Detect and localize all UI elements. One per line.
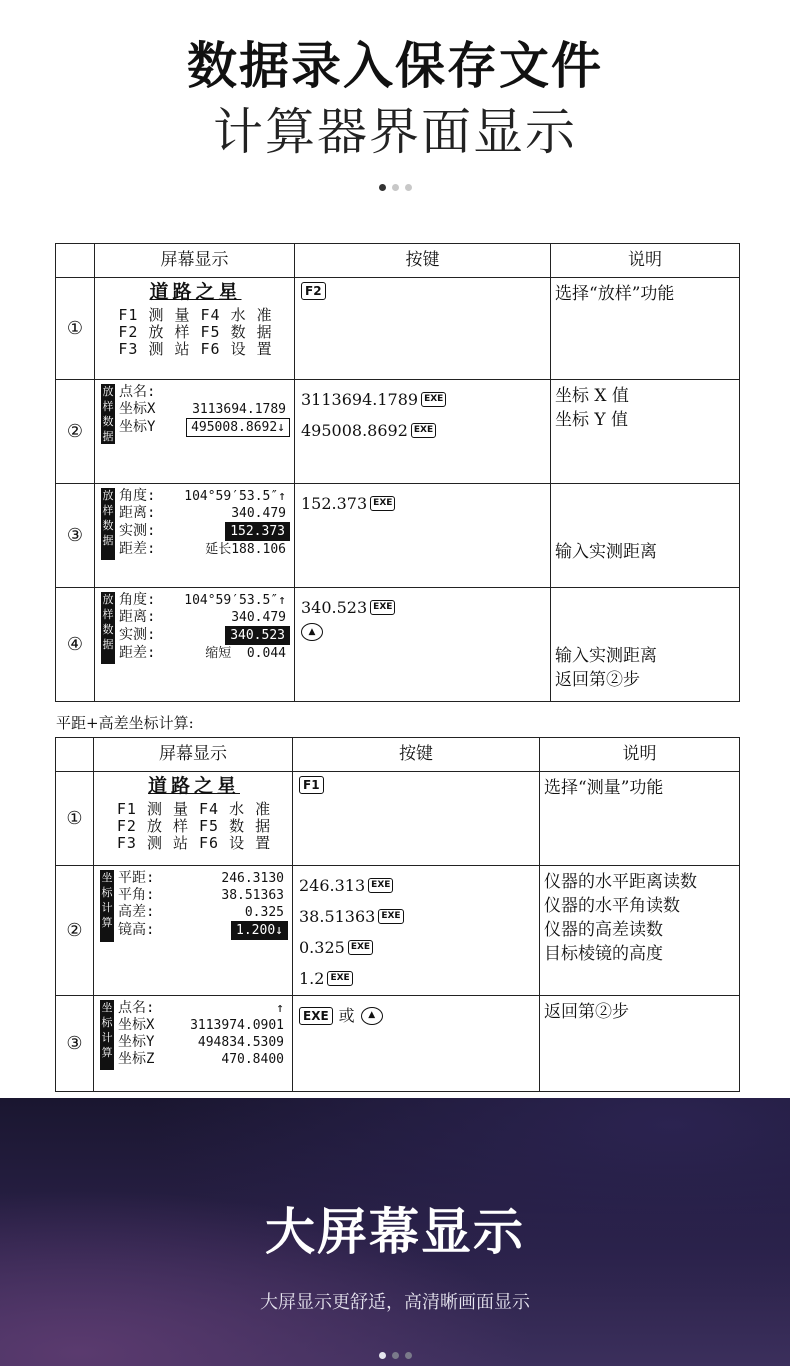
table-row <box>56 588 740 702</box>
key-input: 38.51363 <box>299 907 376 926</box>
key-sequence <box>295 588 551 702</box>
screen-value: 340.523 <box>225 626 290 645</box>
screen-label: 坐标Z <box>118 1051 155 1067</box>
screen-line <box>119 418 290 437</box>
description-line: 坐标 X 值 <box>555 386 629 406</box>
screen-value: 缩短 0.044 <box>205 646 286 661</box>
screen-body <box>101 488 290 560</box>
exe-key[interactable]: EXE <box>370 496 395 511</box>
description-line: 坐标 Y 值 <box>555 410 629 430</box>
carousel-dot[interactable] <box>379 1352 386 1359</box>
menu-line: F2 放 样 F5 数 据 <box>118 323 273 341</box>
screen-value: 38.51363 <box>221 888 284 903</box>
key-line <box>299 870 533 901</box>
menu-line: F3 测 站 F6 设 置 <box>116 834 272 852</box>
screen-lines <box>119 488 290 560</box>
header-row <box>56 244 740 278</box>
screen-label: 点名: <box>119 384 156 400</box>
screen-label: 平距: <box>118 870 155 886</box>
screen-label: 实测: <box>119 627 156 643</box>
screen-label: 距离: <box>119 609 156 625</box>
description <box>551 484 740 588</box>
screen-display <box>95 380 295 484</box>
description-line: 返回第②步 <box>544 1002 629 1022</box>
table-stakeout <box>55 243 740 702</box>
key-sequence <box>293 996 540 1092</box>
key-line <box>299 776 533 794</box>
page-subtitle: 计算器界面显示 <box>213 103 577 161</box>
description-line: 仪器的水平角读数 <box>544 896 680 916</box>
description-spacer <box>555 592 735 644</box>
side-tab: 坐标计算 <box>100 870 114 942</box>
header-cell: 屏幕显示 <box>95 244 295 278</box>
exe-key[interactable]: EXE <box>368 878 393 893</box>
description-line: 目标棱镜的高度 <box>544 944 663 964</box>
side-tab: 放样数据 <box>101 592 115 664</box>
side-tab: 放样数据 <box>102 385 114 443</box>
description-line: 输入实测距离 <box>555 646 657 666</box>
screen-label: 镜高: <box>118 922 155 938</box>
screen-display <box>95 588 295 702</box>
screen-line <box>119 505 290 522</box>
menu-title: 道路之星 <box>147 775 240 797</box>
screen-label: 高差: <box>118 904 155 920</box>
screen-value: 470.8400 <box>221 1052 284 1067</box>
description <box>551 278 740 380</box>
key-line <box>301 623 544 641</box>
carousel-dots-bottom[interactable] <box>0 1344 790 1363</box>
key-input: 1.2 <box>299 969 325 988</box>
screen-label: 坐标X <box>118 1017 155 1033</box>
menu-title: 道路之星 <box>149 281 242 303</box>
description <box>551 588 740 702</box>
or-text: 或 <box>338 1006 355 1025</box>
screen-value: 340.479 <box>231 506 286 521</box>
screen-lines <box>118 1000 288 1070</box>
f2-key[interactable]: F2 <box>301 282 326 300</box>
key-line <box>301 415 544 446</box>
description-line: 选择“放样”功能 <box>555 284 675 304</box>
side-tab: 坐标计算 <box>100 1000 114 1070</box>
screen-line <box>119 645 290 662</box>
screen-body <box>101 384 290 444</box>
screen-line <box>118 870 288 887</box>
key-sequence <box>295 484 551 588</box>
up-arrow-key-icon[interactable]: ▲ <box>361 1007 383 1025</box>
banner-title: 大屏幕显示 <box>265 1203 525 1261</box>
screen-label: 角度: <box>119 488 156 504</box>
f1-key[interactable]: F1 <box>299 776 324 794</box>
table-row <box>56 380 740 484</box>
key-line <box>299 963 533 994</box>
header-cell-blank <box>56 244 95 278</box>
step-number: ① <box>56 278 95 380</box>
description-line: 输入实测距离 <box>555 542 657 562</box>
description-line: 选择“测量”功能 <box>544 778 664 798</box>
screen-label: 距差: <box>119 541 156 557</box>
screen-display <box>95 278 295 380</box>
key-input: 0.325 <box>299 938 345 957</box>
carousel-dot[interactable] <box>392 1352 399 1359</box>
screen-value: 340.479 <box>231 610 286 625</box>
screen-line <box>118 1017 288 1034</box>
screen-line <box>118 887 288 904</box>
screen-display <box>94 996 293 1092</box>
key-input: 495008.8692 <box>301 421 408 440</box>
exe-key[interactable]: EXE <box>370 600 395 615</box>
screen-value: 104°59′53.5″↑ <box>184 489 286 504</box>
exe-key[interactable]: EXE <box>299 1007 333 1025</box>
screen-line <box>119 609 290 626</box>
up-arrow-key-icon[interactable]: ▲ <box>301 623 323 641</box>
step-number: ③ <box>56 996 94 1092</box>
key-line <box>299 1000 533 1031</box>
description-line: 返回第②步 <box>555 670 640 690</box>
header-row <box>56 738 740 772</box>
exe-key[interactable]: EXE <box>411 423 436 438</box>
screen-line <box>118 921 288 940</box>
step-number: ③ <box>56 484 95 588</box>
table-coordinate-calc <box>55 737 740 1092</box>
screen-body <box>101 592 290 664</box>
header-cell: 说明 <box>551 244 740 278</box>
key-line <box>301 384 544 415</box>
key-sequence <box>295 380 551 484</box>
key-input: 152.373 <box>301 494 368 513</box>
side-tab: 放样数据 <box>101 488 115 560</box>
screen-value: 152.373 <box>225 522 290 541</box>
screen-line <box>119 384 290 401</box>
carousel-dot[interactable] <box>379 184 386 191</box>
screen-label: 点名: <box>118 1000 155 1016</box>
key-input: 340.523 <box>301 598 368 617</box>
screen-display <box>94 772 293 866</box>
screen-label: 距差: <box>119 645 156 661</box>
key-input: 3113694.1789 <box>301 390 419 409</box>
promo-banner <box>0 1098 790 1366</box>
description-line: 仪器的高差读数 <box>544 920 663 940</box>
table-row <box>56 866 740 996</box>
screen-body <box>100 1000 288 1070</box>
menu-line: F1 测 量 F4 水 准 <box>118 306 273 324</box>
screen-label: 角度: <box>119 592 156 608</box>
key-line <box>299 932 533 963</box>
table-row <box>56 996 740 1092</box>
header <box>0 0 790 230</box>
key-sequence <box>293 866 540 996</box>
screen-label: 距离: <box>119 505 156 521</box>
step-number: ② <box>56 380 95 484</box>
screen-value: 495008.8692↓ <box>186 418 290 437</box>
screen-display <box>95 484 295 588</box>
description <box>540 866 740 996</box>
screen-label: 实测: <box>119 523 156 539</box>
exe-key[interactable]: EXE <box>348 940 373 955</box>
description <box>540 996 740 1092</box>
screen-value: 1.200↓ <box>231 921 288 940</box>
screen-value: 246.3130 <box>221 871 284 886</box>
screen-line <box>119 541 290 558</box>
key-line <box>301 282 544 300</box>
header-cell: 屏幕显示 <box>94 738 293 772</box>
header-cell-blank <box>56 738 94 772</box>
menu-line: F3 测 站 F6 设 置 <box>118 340 273 358</box>
header-cell: 按键 <box>295 244 551 278</box>
screen-value: 3113694.1789 <box>192 402 286 417</box>
screen-line <box>118 1051 288 1068</box>
screen-line <box>118 1000 288 1017</box>
header-cell: 按键 <box>293 738 540 772</box>
screen-body <box>100 870 288 942</box>
description-spacer <box>555 488 735 540</box>
table-caption: 平距+高差坐标计算: <box>56 714 194 732</box>
step-number: ① <box>56 772 94 866</box>
screen-value: 494834.5309 <box>197 1035 284 1050</box>
page-title: 数据录入保存文件 <box>187 37 603 95</box>
menu-line: F2 放 样 F5 数 据 <box>116 817 272 835</box>
screen-line <box>118 1034 288 1051</box>
banner-subtitle: 大屏显示更舒适，高清晰画面显示 <box>260 1292 530 1313</box>
screen-lines <box>119 384 290 444</box>
step-number: ④ <box>56 588 95 702</box>
exe-key[interactable]: EXE <box>421 392 446 407</box>
screen-value: 104°59′53.5″↑ <box>184 593 286 608</box>
screen-line <box>119 592 290 609</box>
menu-line: F1 测 量 F4 水 准 <box>116 800 272 818</box>
screen-value: 3113974.0901 <box>190 1018 284 1033</box>
screen-line <box>118 904 288 921</box>
carousel-dot[interactable] <box>405 184 412 191</box>
carousel-dot[interactable] <box>405 1352 412 1359</box>
step-number: ② <box>56 866 94 996</box>
screen-lines <box>119 592 290 664</box>
screen-lines <box>118 870 288 942</box>
carousel-dot[interactable] <box>392 184 399 191</box>
key-line <box>301 488 544 519</box>
description-line: 仪器的水平距离读数 <box>544 872 697 892</box>
screen-label: 坐标Y <box>119 419 156 435</box>
carousel-dots-top[interactable] <box>0 176 790 195</box>
screen-value: 0.325 <box>244 905 284 920</box>
key-line <box>301 592 544 623</box>
screen-display <box>94 866 293 996</box>
header-cell: 说明 <box>540 738 740 772</box>
description <box>551 380 740 484</box>
table-row <box>56 772 740 866</box>
screen-label: 平角: <box>118 887 155 903</box>
key-line <box>299 901 533 932</box>
screen-line <box>119 401 290 418</box>
screen-line <box>119 522 290 541</box>
table-row <box>56 484 740 588</box>
key-input: 246.313 <box>299 876 366 895</box>
screen-line <box>119 626 290 645</box>
exe-key[interactable]: EXE <box>378 909 403 924</box>
exe-key[interactable]: EXE <box>327 971 352 986</box>
description <box>540 772 740 866</box>
screen-line <box>119 488 290 505</box>
key-sequence <box>295 278 551 380</box>
screen-label: 坐标Y <box>118 1034 155 1050</box>
screen-value: 延长188.106 <box>205 542 286 557</box>
screen-value: ↑ <box>276 1001 284 1016</box>
key-sequence <box>293 772 540 866</box>
table-row <box>56 278 740 380</box>
screen-label: 坐标X <box>119 401 156 417</box>
